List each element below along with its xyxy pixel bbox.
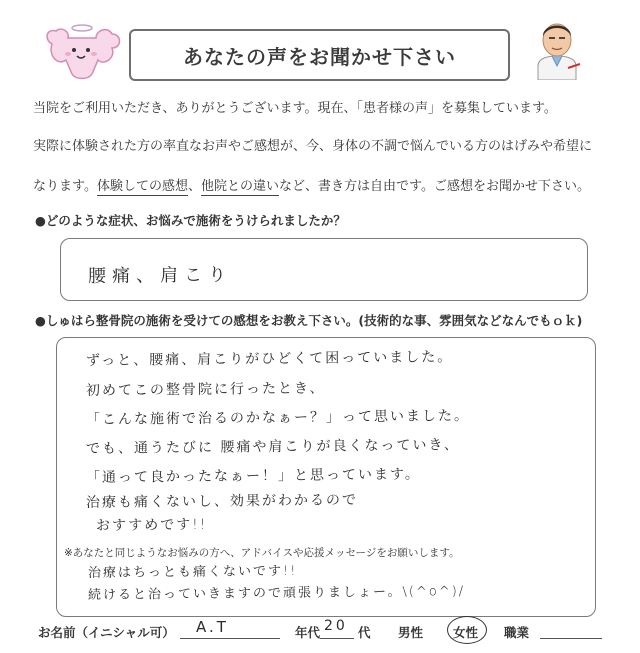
impression-line: 初めてこの整骨院に行ったとき、 bbox=[85, 380, 326, 399]
age-label: 年代 bbox=[295, 625, 321, 640]
age-value-handwritten: 20 bbox=[324, 618, 348, 634]
message-line: 続けると治っていきますので頑張りましょー。\(^o^)/ bbox=[87, 584, 466, 603]
intro-text: なります。 bbox=[33, 179, 97, 194]
name-label: お名前（イニシャル可） bbox=[38, 625, 175, 640]
age-unit-label: 代 bbox=[358, 625, 371, 640]
question-impressions-label: ●しゅはら整骨院の施術を受けての感想をお教え下さい。(技術的な事、雰囲気などなんでもｏｋ) bbox=[35, 313, 583, 328]
message-prompt-note: ※あなたと同じようなお悩みの方へ、アドバイスや応援メッセージをお願いします。 bbox=[64, 547, 460, 559]
intro-text: 、 bbox=[187, 179, 201, 194]
impression-line: 治療も痛くないし、効果がわかるので bbox=[85, 492, 359, 511]
intro-line-1: 当院をご利用いただき、ありがとうございます。現在、「患者様の声」を募集しています。 bbox=[33, 101, 557, 116]
intro-line-2: 実際に体験された方の率直なお声やご感想が、今、身体の不調で悩んでいる方のはげみや希望に bbox=[33, 139, 593, 154]
underlined-phrase-difference: 他院との違い bbox=[201, 179, 280, 194]
doctor-illustration bbox=[530, 16, 584, 80]
impression-line: 「通って良かったなぁー！」と思っています。 bbox=[85, 466, 421, 486]
question-symptoms-label: ●どのような症状、お悩みで施術をうけられましたか？ bbox=[35, 213, 346, 228]
occupation-label: 職業 bbox=[504, 625, 530, 640]
occupation-underline bbox=[540, 638, 602, 639]
name-value-handwritten: A.T bbox=[196, 618, 229, 636]
age-underline bbox=[320, 638, 354, 639]
impression-line: 「こんな施術で治るのかなぁー？」って思いました。 bbox=[85, 407, 471, 428]
impression-line: でも、通うたびに 腰痛や肩こりが良くなっていき、 bbox=[85, 437, 460, 457]
intro-line-3 bbox=[33, 175, 590, 194]
mascot-illustration bbox=[40, 22, 124, 82]
male-option: 男性 bbox=[398, 625, 424, 640]
impression-line: ずっと、腰痛、肩こりがひどくて困っていました。 bbox=[85, 349, 454, 369]
underlined-phrase-experience: 体験しての感想 bbox=[96, 179, 188, 194]
female-option: 女性 bbox=[453, 625, 479, 640]
intro-text: など、書き方は自由です。ご感想をお聞かせ下さい。 bbox=[279, 179, 590, 194]
impression-line: おすすめです!! bbox=[95, 516, 208, 534]
answer-symptoms-handwritten: 腰痛、肩こり bbox=[87, 264, 233, 287]
message-line: 治療はちっとも痛くないです!! bbox=[87, 563, 298, 581]
name-underline bbox=[180, 638, 280, 639]
page-title: あなたの声をお聞かせ下さい bbox=[129, 29, 510, 81]
